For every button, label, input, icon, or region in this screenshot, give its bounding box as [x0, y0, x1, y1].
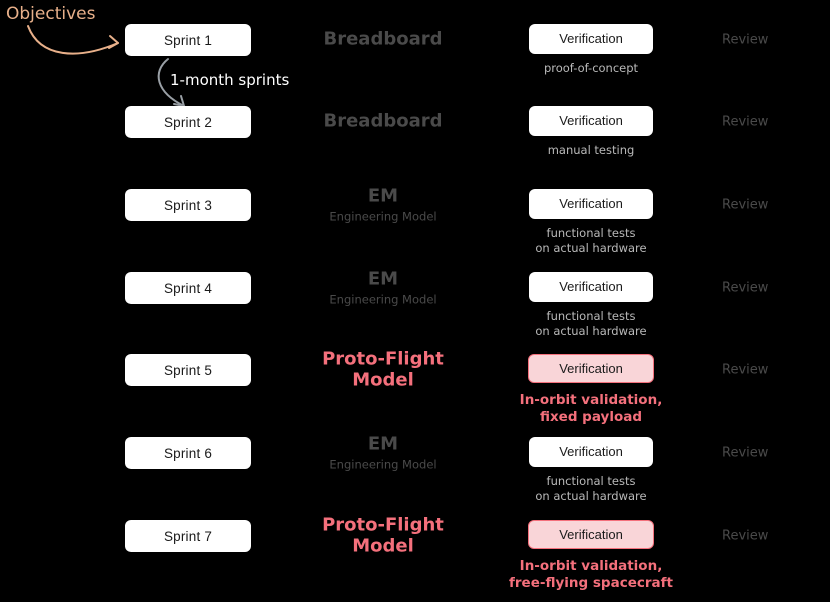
sprint-duration-annotation-label: 1-month sprints: [170, 71, 290, 89]
sprint-chip[interactable]: Sprint 6: [125, 437, 251, 469]
model-title: EM: [367, 268, 399, 290]
model-subtitle: Engineering Model: [329, 292, 437, 307]
verification-note: functional tests on actual hardware: [535, 309, 647, 339]
model-title: Proto-Flight Model: [322, 514, 444, 556]
verification-chip[interactable]: Verification: [529, 106, 653, 136]
sprint-chip[interactable]: Sprint 5: [125, 354, 251, 386]
objectives-annotation-label: Objectives: [6, 4, 96, 24]
review-label: Review: [722, 362, 769, 378]
verification-note: functional tests on actual hardware: [535, 226, 647, 256]
verification-chip[interactable]: Verification: [529, 189, 653, 219]
sprint-chip[interactable]: Sprint 7: [125, 520, 251, 552]
verification-chip[interactable]: Verification: [528, 520, 654, 549]
review-label: Review: [722, 445, 769, 461]
verification-note: In-orbit validation, fixed payload: [519, 392, 663, 426]
verification-chip[interactable]: Verification: [529, 437, 653, 467]
model-subtitle: Engineering Model: [329, 209, 437, 224]
sprint-chip[interactable]: Sprint 2: [125, 106, 251, 138]
sprint-chip[interactable]: Sprint 3: [125, 189, 251, 221]
verification-column: [491, 354, 691, 427]
model-column: [283, 30, 483, 51]
verification-note: In-orbit validation, free-flying spacecraft: [509, 558, 673, 592]
model-column: [283, 187, 483, 224]
verification-note: proof-of-concept: [543, 61, 639, 75]
objectives-arrow-path: [28, 26, 118, 54]
verification-chip[interactable]: Verification: [528, 354, 654, 383]
verification-column: [491, 106, 691, 158]
review-label: Review: [722, 528, 769, 544]
model-column: [283, 435, 483, 472]
verification-chip[interactable]: Verification: [529, 272, 653, 302]
model-title: Breadboard: [323, 28, 443, 50]
review-label: Review: [722, 197, 769, 213]
model-subtitle: Engineering Model: [329, 457, 437, 472]
model-title: EM: [367, 185, 399, 207]
review-label: Review: [722, 114, 769, 130]
verification-column: [491, 437, 691, 504]
review-label: Review: [722, 280, 769, 296]
verification-column: [491, 520, 691, 593]
model-column: [283, 349, 483, 390]
model-title: Proto-Flight Model: [322, 348, 444, 390]
model-column: [283, 112, 483, 133]
model-title: Breadboard: [323, 110, 443, 132]
verification-note: manual testing: [547, 143, 635, 157]
verification-note: functional tests on actual hardware: [535, 474, 647, 504]
objectives-arrow-head: [109, 36, 118, 48]
model-column: [283, 515, 483, 556]
sprint-chip[interactable]: Sprint 4: [125, 272, 251, 304]
verification-column: [491, 189, 691, 256]
model-title: EM: [367, 433, 399, 455]
model-column: [283, 270, 483, 307]
verification-column: [491, 272, 691, 339]
sprint-chip[interactable]: Sprint 1: [125, 24, 251, 56]
verification-column: [491, 24, 691, 76]
verification-chip[interactable]: Verification: [529, 24, 653, 54]
review-label: Review: [722, 32, 769, 48]
sprint-duration-arrow-head: [174, 96, 184, 106]
